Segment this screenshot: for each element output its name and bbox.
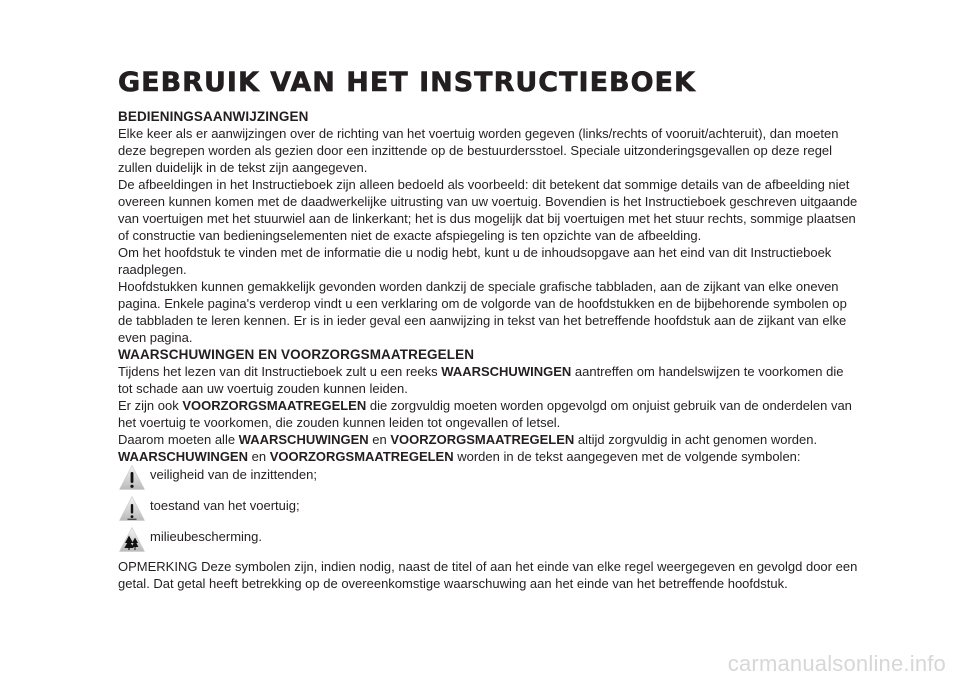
- symbol-row-vehicle: [118, 496, 858, 527]
- text-run: altijd zorgvuldig in acht genomen worden.: [574, 432, 818, 447]
- note-paragraph: OPMERKING Deze symbolen zijn, indien nodig, naast de titel of aan het einde van elke regel weergegeven en gevolgd door een getal. Dat getal heeft betrekking op de overeenkomstige waarschuwing aan het einde van het betreffende hoofdstuk.: [118, 559, 858, 591]
- symbol-label: milieubescherming.: [150, 529, 262, 544]
- paragraph: Elke keer als er aanwijzingen over de richting van het voertuig worden gegeven (links/rechts of vooruit/achteruit), dan moeten deze begrepen worden als gezien door een inzittende op de bestuurdersstoel. Speciale uitzonderingsgevallen op deze regel zullen duidelijk in de tekst zijn aangegeven.: [118, 126, 839, 175]
- paragraph: [118, 431, 858, 448]
- symbol-row-safety: [118, 465, 858, 496]
- bold-term: WAARSCHUWINGEN: [238, 432, 369, 447]
- warning-environment-icon: [118, 526, 146, 554]
- text-run: en: [248, 449, 270, 464]
- symbol-label: toestand van het voertuig;: [150, 498, 300, 513]
- watermark: carmanualsonline.info: [727, 651, 946, 676]
- paragraph: Om het hoofdstuk te vinden met de informatie die u nodig hebt, kunt u de inhoudsopgave aan het eind van dit Instructieboek raadplegen.: [118, 245, 832, 277]
- warning-person-icon: [118, 464, 146, 492]
- text-run: aantreffen om handelswijzen te voorkomen die tot schade aan uw voertuig zouden kunnen leiden.: [118, 364, 844, 396]
- section-heading-bedieningsaanwijzingen: BEDIENINGSAANWIJZINGEN: [118, 109, 309, 124]
- text-run: worden in de tekst aangegeven met de volgende symbolen:: [453, 449, 801, 464]
- symbol-label: veiligheid van de inzittenden;: [150, 467, 317, 482]
- paragraph: [118, 448, 858, 465]
- bold-term: WAARSCHUWINGEN: [118, 449, 248, 464]
- symbol-row-environment: [118, 527, 858, 558]
- text-run: en: [368, 432, 391, 447]
- warning-car-icon: [118, 495, 146, 523]
- bold-term: VOORZORGSMAATREGELEN: [390, 432, 575, 447]
- text-run: Tijdens het lezen van dit Instructieboek zult u een reeks: [118, 364, 442, 379]
- bold-term: VOORZORGSMAATREGELEN: [269, 449, 454, 464]
- paragraph: [118, 363, 858, 397]
- text-run: Er zijn ook: [118, 398, 183, 413]
- page-title: GEBRUIK VAN HET INSTRUCTIEBOEK: [118, 67, 696, 98]
- section-heading-waarschuwingen: WAARSCHUWINGEN EN VOORZORGSMAATREGELEN: [118, 347, 475, 362]
- bold-term: WAARSCHUWINGEN: [441, 364, 572, 379]
- text-run: die zorgvuldig moeten worden opgevolgd om onjuist gebruik van de onderdelen van het voertuig te voorkomen, die zouden kunnen leiden tot ongevallen of letsel.: [118, 398, 852, 430]
- text-run: Daarom moeten alle: [118, 432, 239, 447]
- document-page: [118, 66, 858, 592]
- paragraph: Hoofdstukken kunnen gemakkelijk gevonden worden dankzij de speciale grafische tabbladen, aan de zijkant van elke oneven pagina. Enkele pagina's verderop vindt u een verklaring om de volgorde van de hoofdstukken en de bijbehorende symbolen op de tabbladen te leren kennen. Er is in ieder geval een aanwijzing in tekst van het betreffende hoofdstuk aan de zijkant van elke even pagina.: [118, 279, 847, 345]
- paragraph: De afbeeldingen in het Instructieboek zijn alleen bedoeld als voorbeeld: dit betekent dat sommige details van de afbeelding niet overeen kunnen komen met de daadwerkelijke uitrusting van uw voertuig. Bovendien is het Instructieboek geschreven uitgaande van voertuigen met het stuurwiel aan de linkerkant; het is dus mogelijk dat bij voertuigen met het stuur rechts, sommige plaatsen of constructie van bedieningselementen niet de exacte afspiegeling is ten opzichte van de afbeelding.: [118, 177, 858, 243]
- paragraph: [118, 397, 858, 431]
- bold-term: VOORZORGSMAATREGELEN: [182, 398, 367, 413]
